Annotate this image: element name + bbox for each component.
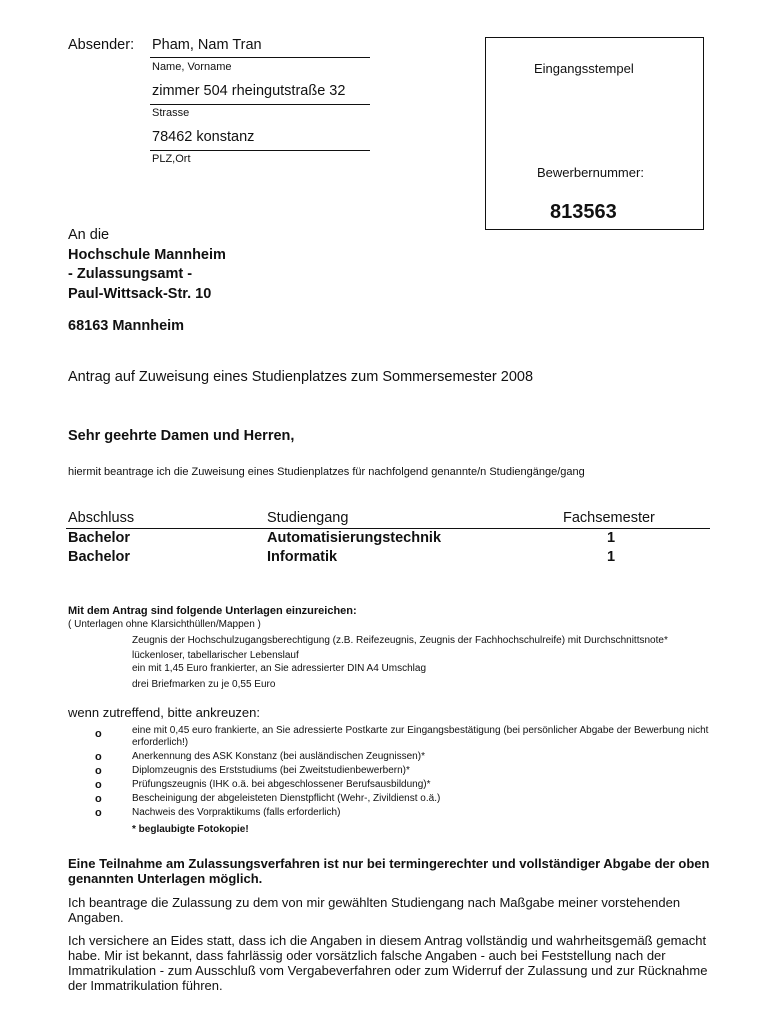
participation-notice: Eine Teilnahme am Zulassungsverfahren ist nur bei termingerechter und vollständiger Abgabe der oben genannten Unterlagen möglich. [68, 856, 710, 886]
recipient-line3: - Zulassungsamt - [68, 266, 193, 282]
sender-label: Absender: [68, 37, 135, 53]
table-row-2-degree: Bachelor [68, 549, 131, 565]
optional-item: Bescheinigung der abgeleisteten Dienstpflicht (Wehr-, Zivildienst o.ä.) [132, 793, 441, 804]
document-item: lückenloser, tabellarischer Lebenslauf [132, 650, 299, 661]
subject-line: Antrag auf Zuweisung eines Studienplatzes zum Sommersemester 2008 [68, 369, 534, 385]
table-header-semester: Fachsemester [563, 510, 655, 526]
optional-item: Nachweis des Vorpraktikums (falls erforderlich) [132, 807, 341, 818]
sender-name: Pham, Nam Tran [152, 37, 262, 53]
table-header-degree: Abschluss [68, 510, 135, 526]
recipient-city: 68163 Mannheim [68, 318, 185, 334]
sender-street: zimmer 504 rheingutstraße 32 [152, 83, 346, 99]
checkbox-bullet[interactable]: o [95, 807, 102, 819]
checkbox-bullet[interactable]: o [95, 751, 102, 763]
optional-item: eine mit 0,45 euro frankierte, an Sie adressierte Postkarte zur Eingangsbestätigung (bei persönlicher Abgabe der Bewerbung nicht erforderlich!) [132, 725, 709, 748]
optional-item: Diplomzeugnis des Erststudiums (bei Zweitstudienbewerbern)* [132, 765, 410, 776]
salutation: Sehr geehrte Damen und Herren, [68, 428, 295, 444]
recipient-line1: An die [68, 227, 110, 243]
table-row-2-program: Informatik [267, 549, 338, 565]
table-row-1-program: Automatisierungstechnik [267, 530, 442, 546]
document-item: ein mit 1,45 Euro frankierter, an Sie adressierter DIN A4 Umschlag [132, 663, 427, 674]
sender-city: 78462 konstanz [152, 129, 255, 145]
table-header-program: Studiengang [267, 510, 349, 526]
certified-copy-footnote: * beglaubigte Fotokopie! [132, 824, 249, 835]
stamp-title: Eingangsstempel [534, 61, 634, 76]
table-row-1-degree: Bachelor [68, 530, 131, 546]
optional-item: Anerkennung des ASK Konstanz (bei ausländischen Zeugnissen)* [132, 751, 425, 762]
checkbox-bullet[interactable]: o [95, 765, 102, 777]
checkbox-bullet[interactable]: o [95, 728, 102, 740]
optional-item: Prüfungszeugnis (IHK o.ä. bei abgeschlossener Berufsausbildung)* [132, 779, 431, 790]
street-underline [150, 104, 370, 105]
checkbox-bullet[interactable]: o [95, 793, 102, 805]
city-underline [150, 150, 370, 151]
application-paragraph: Ich beantrage die Zulassung zu dem von mir gewählten Studiengang nach Maßgabe meiner vorstehenden Angaben. [68, 895, 681, 925]
city-caption: PLZ,Ort [152, 153, 191, 165]
intro-text: hiermit beantrage ich die Zuweisung eines Studienplatzes für nachfolgend genannte/n Studiengänge/gang [68, 466, 585, 478]
name-underline [150, 57, 370, 58]
table-row-2-semester: 1 [607, 549, 616, 565]
table-row-1-semester: 1 [607, 530, 616, 546]
name-caption: Name, Vorname [152, 61, 232, 73]
declaration-paragraph: Ich versichere an Eides statt, dass ich die Angaben in diesem Antrag vollständig und wahrheitsgemäß gemacht habe. Mir ist bekannt, dass fahrlässig oder vorsätzlich falsche Angaben - auch bei Feststellung nach der Immatrikulation - zum Ausschluß vom Vergabeverfahren oder zum Widerruf der Zulassung und zur Rücknahme der Immatrikulation führen. [68, 933, 708, 993]
recipient-line2: Hochschule Mannheim [68, 247, 226, 263]
table-header-rule [66, 528, 710, 529]
applicant-number-label: Bewerbernummer: [537, 165, 644, 180]
optional-heading: wenn zutreffend, bitte ankreuzen: [68, 705, 260, 720]
document-item: drei Briefmarken zu je 0,55 Euro [132, 679, 276, 690]
applicant-number: 813563 [550, 201, 617, 223]
documents-heading: Mit dem Antrag sind folgende Unterlagen einzureichen: [68, 605, 357, 617]
documents-note: ( Unterlagen ohne Klarsichthüllen/Mappen ) [68, 619, 261, 630]
document-item: Zeugnis der Hochschulzugangsberechtigung (z.B. Reifezeugnis, Zeugnis der Fachhochschulreife) mit Durchschnittsnote* [132, 635, 668, 646]
recipient-line4: Paul-Wittsack-Str. 10 [68, 286, 212, 302]
checkbox-bullet[interactable]: o [95, 779, 102, 791]
street-caption: Strasse [152, 107, 190, 119]
